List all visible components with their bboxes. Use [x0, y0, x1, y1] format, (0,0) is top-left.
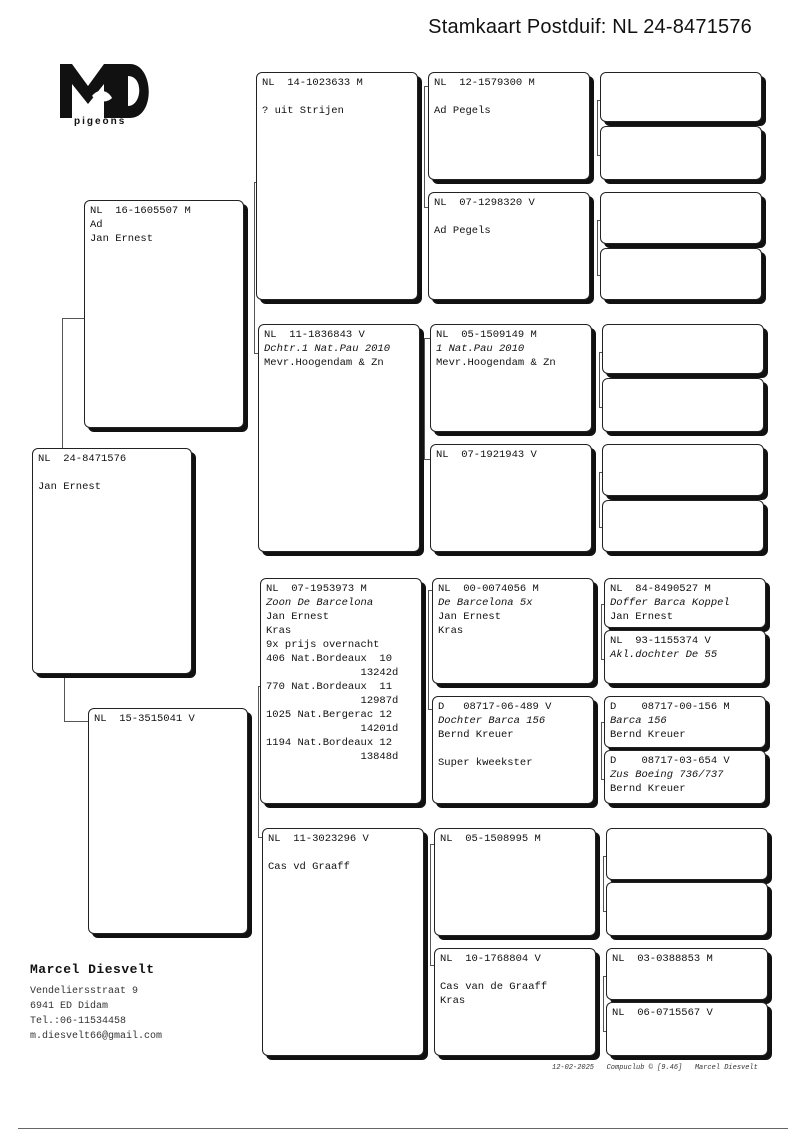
ring-number: NL 05-1509149 M [436, 329, 537, 341]
pigeon-card-empty [602, 500, 764, 552]
pigeon-info-line [438, 742, 588, 756]
ring-number: D 08717-06-489 V [438, 701, 552, 713]
ring-number: NL 07-1921943 V [436, 449, 537, 461]
ring-number: NL 24-8471576 [38, 453, 127, 465]
pigeon-card-mmmf [606, 948, 768, 1000]
pigeon-card-empty [600, 248, 762, 300]
pigeon-info-line: 14201d [266, 723, 399, 735]
pigeon-info-line: 1025 Nat.Bergerac 12 [266, 709, 393, 721]
ring-number: NL 12-1579300 M [434, 77, 535, 89]
pigeon-info-line: 12987d [266, 695, 399, 707]
pigeon-info-line: Ad Pegels [434, 105, 491, 117]
ring-number: NL 14-1023633 M [262, 77, 363, 89]
pigeon-info-line: 406 Nat.Bordeaux 10 [266, 653, 393, 665]
pigeon-card-fff [428, 72, 590, 180]
pigeon-info-line: 13242d [266, 667, 399, 679]
pigeon-card-empty [600, 72, 762, 122]
ring-number: D 08717-03-654 V [610, 755, 730, 767]
ring-number: NL 15-3515041 V [94, 713, 195, 725]
ring-number: NL 06-0715567 V [612, 1007, 713, 1019]
pigeon-info-line: De Barcelona 5x [438, 597, 533, 609]
pigeon-card-mother [88, 708, 248, 934]
pigeon-card-empty [606, 882, 768, 936]
ring-number: NL 07-1953973 M [266, 583, 367, 595]
pigeon-card-fmm [430, 444, 592, 552]
pigeon-info-line: Bernd Kreuer [438, 729, 514, 741]
pigeon-info-line: Kras [440, 995, 466, 1007]
connector [64, 676, 89, 722]
page-title: Stamkaart Postduif: NL 24-8471576 [428, 16, 752, 38]
pigeon-card-empty [602, 378, 764, 432]
pigeon-card-mfmm [604, 750, 766, 804]
owner-address [30, 984, 162, 1044]
pigeon-card-mfmf [604, 696, 766, 748]
pigeon-card-mff [432, 578, 594, 684]
ring-number: NL 03-0388853 M [612, 953, 713, 965]
pigeon-info-line [440, 966, 590, 980]
pigeon-card-fmf [430, 324, 592, 432]
ring-number: NL 93-1155374 V [610, 635, 711, 647]
ring-number: D 08717-00-156 M [610, 701, 730, 713]
pigeon-info-line: Jan Ernest [610, 611, 674, 623]
ring-number: NL 00-0074056 M [438, 583, 539, 595]
ring-number: NL 05-1508995 M [440, 833, 541, 845]
pigeon-info-line: 1 Nat.Pau 2010 [436, 343, 525, 355]
pigeon-card-mmmm [606, 1002, 768, 1056]
address-line: Tel.:06-11534458 [30, 1016, 127, 1027]
pigeon-card-empty [606, 828, 768, 880]
pigeon-info-line: Mevr.Hoogendam & Zn [264, 357, 384, 369]
pigeon-info-line: Akl.dochter De 55 [610, 649, 718, 661]
address-line: 6941 ED Didam [30, 1001, 109, 1012]
pigeon-card-fm [258, 324, 420, 552]
pigeon-info-line: Jan Ernest [38, 481, 102, 493]
pigeon-info-line: Kras [266, 625, 292, 637]
logo-subtitle: pigeons [74, 116, 127, 127]
pigeon-info-line: Zoon De Barcelona [266, 597, 374, 609]
pigeon-info-line: Jan Ernest [90, 233, 154, 245]
pigeon-info-line: Ad Pegels [434, 225, 491, 237]
pigeon-card-subject [32, 448, 192, 674]
address-line: m.diesvelt66@gmail.com [30, 1031, 163, 1042]
pigeon-info-line: Dchtr.1 Nat.Pau 2010 [264, 343, 391, 355]
pigeon-info-line [268, 846, 418, 860]
pigeon-card-empty [600, 126, 762, 180]
pigeon-info-line [434, 90, 584, 104]
ring-number: NL 16-1605507 M [90, 205, 191, 217]
pigeon-card-empty [602, 324, 764, 374]
footer-text: 12-02-2025 Compuclub © [9.46] Marcel Diesvelt [552, 1064, 758, 1072]
pigeon-card-mmm [434, 948, 596, 1056]
pigeon-info-line: 1194 Nat.Bordeaux 12 [266, 737, 393, 749]
pigeon-info-line: Bernd Kreuer [610, 783, 686, 795]
pigeon-card-empty [602, 444, 764, 496]
pigeon-info-line: Kras [438, 625, 464, 637]
pigeon-info-line [262, 90, 412, 104]
ring-number: NL 11-3023296 V [268, 833, 369, 845]
pigeon-info-line: 770 Nat.Bordeaux 11 [266, 681, 393, 693]
ring-number: NL 07-1298320 V [434, 197, 535, 209]
pigeon-info-line: Jan Ernest [266, 611, 330, 623]
pigeon-info-line: Doffer Barca Koppel [610, 597, 730, 609]
ring-number: NL 11-1836843 V [264, 329, 365, 341]
pigeon-info-line: 9x prijs overnacht [266, 639, 380, 651]
pigeon-card-father [84, 200, 244, 428]
pigeon-card-empty [600, 192, 762, 244]
owner-name: Marcel Diesvelt [30, 962, 155, 977]
pigeon-info-line: Cas vd Graaff [268, 861, 350, 873]
pigeon-info-line: Barca 156 [610, 715, 667, 727]
pigeon-card-ffm [428, 192, 590, 300]
pigeon-card-mmf [434, 828, 596, 936]
pigeon-info-line [434, 210, 584, 224]
pigeon-card-ff [256, 72, 418, 300]
ring-number: NL 10-1768804 V [440, 953, 541, 965]
pigeon-card-mffm [604, 630, 766, 684]
pigeon-card-mm [262, 828, 424, 1056]
address-line: Vendeliersstraat 9 [30, 986, 139, 997]
pigeon-info-line [38, 466, 186, 480]
pigeon-card-mfff [604, 578, 766, 628]
pigeon-info-line: ? uit Strijen [262, 105, 344, 117]
pigeon-info-line: Dochter Barca 156 [438, 715, 546, 727]
divider [18, 1128, 788, 1129]
pigeon-info-line: Bernd Kreuer [610, 729, 686, 741]
pigeon-info-line: Jan Ernest [438, 611, 502, 623]
pigeon-info-line: Cas van de Graaff [440, 981, 548, 993]
pigeon-info-line: Mevr.Hoogendam & Zn [436, 357, 556, 369]
ring-number: NL 84-8490527 M [610, 583, 711, 595]
pigeon-info-line: Super kweekster [438, 757, 533, 769]
pigeon-card-mfm [432, 696, 594, 804]
pigeon-info-line: Zus Boeing 736/737 [610, 769, 724, 781]
pigeon-card-mf [260, 578, 422, 804]
pigeon-info-line: 13848d [266, 751, 399, 763]
pigeon-info-line: Ad [90, 219, 103, 231]
